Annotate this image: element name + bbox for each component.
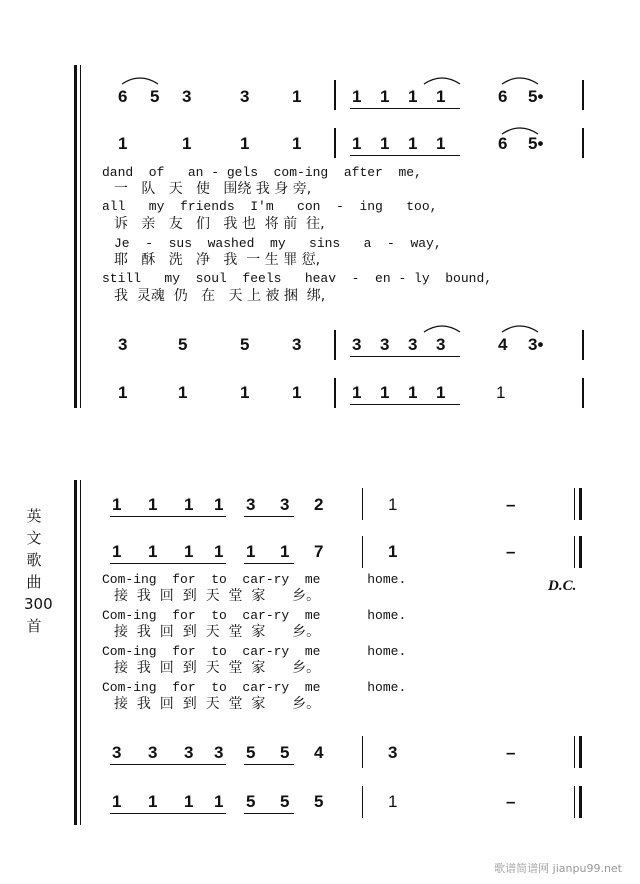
note: 1 bbox=[380, 383, 390, 402]
note: 1 bbox=[352, 383, 362, 402]
underline-beam bbox=[110, 516, 226, 517]
slur bbox=[500, 320, 540, 334]
note: 1 bbox=[352, 87, 362, 106]
note: 3 bbox=[246, 495, 256, 514]
lyric-line: 接 我 回 到 天 堂 家 乡。 bbox=[114, 696, 321, 712]
lyric-line: 接 我 回 到 天 堂 家 乡。 bbox=[114, 660, 321, 676]
lyric-line: Je - sus washed my sins a - way, bbox=[114, 236, 442, 251]
dash: – bbox=[506, 495, 516, 514]
final-barline-thin bbox=[574, 786, 575, 818]
note: 5 bbox=[280, 743, 290, 762]
dash: – bbox=[506, 542, 516, 561]
barline bbox=[582, 378, 584, 408]
note: 1 bbox=[280, 542, 290, 561]
lyric-line: dand of an - gels com-ing after me, bbox=[102, 165, 422, 180]
barline bbox=[582, 80, 584, 110]
note: 5 bbox=[178, 335, 188, 354]
dash: – bbox=[506, 792, 516, 811]
note: 5 bbox=[280, 792, 290, 811]
lyric-line: still my soul feels heav - en - ly bound, bbox=[102, 271, 493, 286]
note: 3 bbox=[280, 495, 290, 514]
note: 5 bbox=[246, 792, 256, 811]
note: 1 bbox=[148, 542, 158, 561]
note: 1 bbox=[184, 792, 194, 811]
note: 1 bbox=[214, 542, 224, 561]
underline-beam bbox=[350, 108, 460, 109]
note: 3 bbox=[214, 743, 224, 762]
note: 1 bbox=[118, 134, 128, 153]
note: 3 bbox=[184, 743, 194, 762]
note: 3• bbox=[528, 335, 544, 354]
barline bbox=[582, 330, 584, 360]
note: 1 bbox=[292, 87, 302, 106]
note: 3 bbox=[118, 335, 128, 354]
barline bbox=[582, 128, 584, 158]
note: 1 bbox=[112, 792, 122, 811]
note: 1 bbox=[408, 134, 418, 153]
system-bracket bbox=[74, 65, 77, 408]
watermark: 歌谱简谱网 jianpu99.net bbox=[494, 862, 622, 875]
note: 3 bbox=[292, 335, 302, 354]
barline bbox=[334, 330, 336, 360]
note: 1 bbox=[380, 134, 390, 153]
underline-beam bbox=[244, 813, 294, 814]
note: 1 bbox=[436, 134, 446, 153]
barline bbox=[362, 488, 363, 520]
final-barline-thick bbox=[579, 786, 582, 818]
note: 1 bbox=[408, 383, 418, 402]
note: 5 bbox=[246, 743, 256, 762]
underline-beam bbox=[244, 516, 294, 517]
note: 1 bbox=[178, 383, 188, 402]
note: 1 bbox=[408, 87, 418, 106]
note: 4 bbox=[498, 335, 508, 354]
note: 4 bbox=[314, 743, 324, 762]
note: 1 bbox=[388, 495, 398, 514]
note: 1 bbox=[246, 542, 256, 561]
note: 3 bbox=[148, 743, 158, 762]
note: 1 bbox=[496, 383, 506, 402]
underline-beam bbox=[350, 155, 460, 156]
lyric-line: Com-ing for to car-ry me home. bbox=[102, 608, 407, 623]
lyric-line: 诉 亲 友 们 我 也 将 前 往, bbox=[114, 216, 325, 232]
note: 1 bbox=[148, 495, 158, 514]
note: 1 bbox=[436, 87, 446, 106]
lyric-line: Com-ing for to car-ry me home. bbox=[102, 572, 407, 587]
barline bbox=[334, 80, 336, 110]
note: 1 bbox=[112, 542, 122, 561]
dc-marking: D.C. bbox=[548, 578, 577, 594]
note: 1 bbox=[112, 495, 122, 514]
note: 3 bbox=[112, 743, 122, 762]
barline bbox=[362, 536, 363, 568]
underline-beam bbox=[110, 764, 226, 765]
underline-beam bbox=[350, 356, 460, 357]
lyric-line: 我 灵魂 仍 在 天 上 被 捆 绑, bbox=[114, 288, 326, 304]
system-bracket bbox=[74, 480, 77, 825]
note: 1 bbox=[214, 495, 224, 514]
note: 1 bbox=[184, 495, 194, 514]
book-title-vertical: 英文歌曲300首 bbox=[24, 507, 53, 635]
note: 3 bbox=[388, 743, 398, 762]
slur bbox=[422, 320, 462, 334]
note: 7 bbox=[314, 542, 324, 561]
final-barline-thin bbox=[574, 536, 575, 568]
note: 3 bbox=[352, 335, 362, 354]
note: 1 bbox=[148, 792, 158, 811]
lyric-line: 接 我 回 到 天 堂 家 乡。 bbox=[114, 588, 321, 604]
slur bbox=[500, 72, 540, 86]
note: 1 bbox=[118, 383, 128, 402]
note: 6 bbox=[498, 134, 508, 153]
underline-beam bbox=[244, 563, 294, 564]
note: 6 bbox=[498, 87, 508, 106]
note: 5• bbox=[528, 87, 544, 106]
slur bbox=[422, 72, 462, 86]
note: 3 bbox=[240, 87, 250, 106]
slur bbox=[120, 72, 160, 86]
system-bracket-thin bbox=[80, 65, 81, 408]
barline bbox=[334, 378, 336, 408]
underline-beam bbox=[244, 764, 294, 765]
lyric-line: 一 队 天 使 围绕 我 身 旁, bbox=[114, 181, 312, 197]
note: 5 bbox=[150, 87, 160, 106]
note: 1 bbox=[380, 87, 390, 106]
barline bbox=[362, 736, 363, 768]
underline-beam bbox=[110, 563, 226, 564]
note: 1 bbox=[352, 134, 362, 153]
note: 1 bbox=[388, 792, 398, 811]
lyric-line: Com-ing for to car-ry me home. bbox=[102, 680, 407, 695]
note: 1 bbox=[184, 542, 194, 561]
underline-beam bbox=[110, 813, 226, 814]
note: 1 bbox=[292, 383, 302, 402]
underline-beam bbox=[350, 404, 460, 405]
barline bbox=[334, 128, 336, 158]
lyric-line: 耶 酥 洗 净 我 一 生 罪 愆, bbox=[114, 252, 321, 268]
note: 1 bbox=[388, 542, 398, 561]
dash: – bbox=[506, 743, 516, 762]
final-barline-thick bbox=[579, 536, 582, 568]
final-barline-thick bbox=[579, 736, 582, 768]
note: 5 bbox=[314, 792, 324, 811]
note: 3 bbox=[182, 87, 192, 106]
final-barline-thin bbox=[574, 736, 575, 768]
final-barline-thin bbox=[574, 488, 575, 520]
note: 1 bbox=[214, 792, 224, 811]
note: 1 bbox=[182, 134, 192, 153]
note: 3 bbox=[408, 335, 418, 354]
barline bbox=[362, 786, 363, 818]
system-bracket-thin bbox=[80, 480, 81, 825]
note: 2 bbox=[314, 495, 324, 514]
note: 5 bbox=[240, 335, 250, 354]
note: 1 bbox=[436, 383, 446, 402]
note: 1 bbox=[240, 383, 250, 402]
note: 1 bbox=[292, 134, 302, 153]
lyric-line: Com-ing for to car-ry me home. bbox=[102, 644, 407, 659]
slur bbox=[500, 122, 540, 136]
lyric-line: 接 我 回 到 天 堂 家 乡。 bbox=[114, 624, 321, 640]
final-barline-thick bbox=[579, 488, 582, 520]
note: 1 bbox=[240, 134, 250, 153]
note: 6 bbox=[118, 87, 128, 106]
note: 5• bbox=[528, 134, 544, 153]
note: 3 bbox=[380, 335, 390, 354]
note: 3 bbox=[436, 335, 446, 354]
lyric-line: all my friends I'm con - ing too, bbox=[102, 199, 438, 214]
